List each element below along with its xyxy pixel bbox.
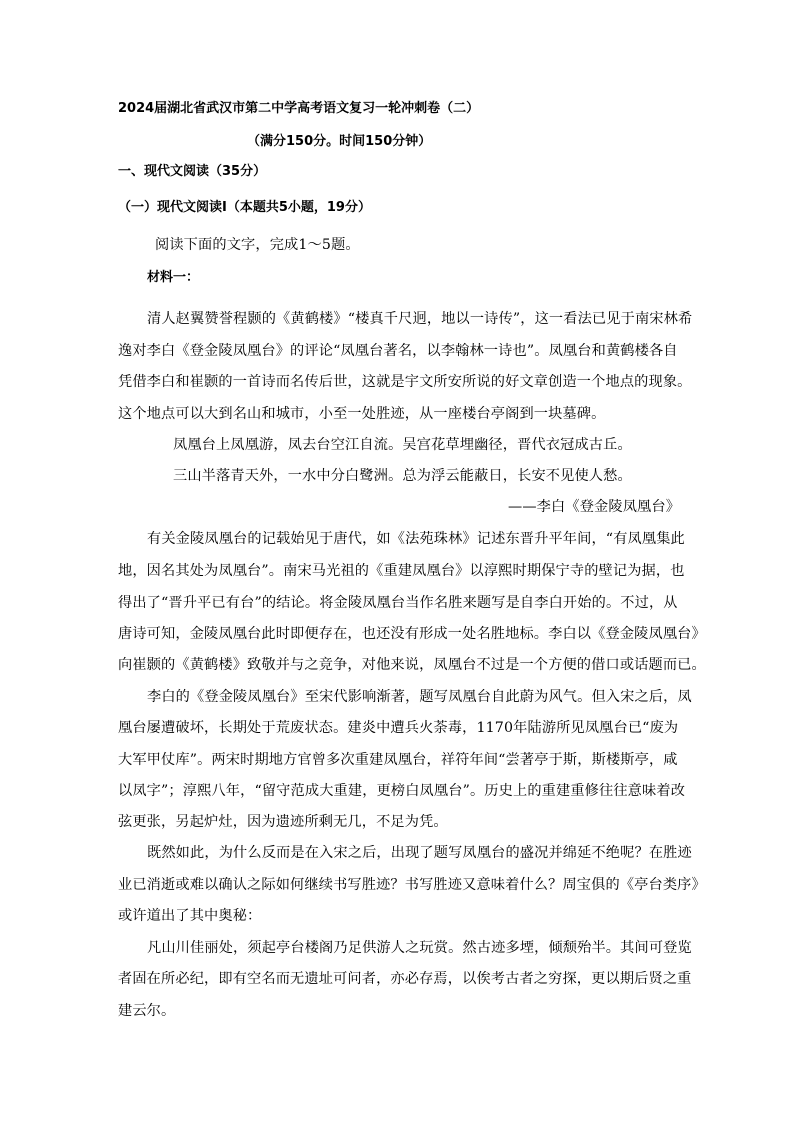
paragraph-line: 得出了“晋升平已有台”的结论。将金陵凤凰台当作名胜来题写是自李白开始的。不过，从 — [118, 595, 678, 611]
paragraph-line: 唐诗可知，金陵凤凰台此时即便存在，也还没有形成一处名胜地标。李白以《登金陵凤凰台》 — [118, 626, 706, 642]
paragraph-line: 李白的《登金陵凤凰台》至宋代影响渐著，题写凤凰台自此蔚为风气。但入宋之后，凤 — [147, 689, 692, 705]
paragraph-line: 逸对李白《登金陵凤凰台》的评论“凤凰台著名，以李翰林一诗也”。凤凰台和黄鹤楼各自 — [118, 343, 678, 359]
section-heading: 一、现代文阅读（35分） — [118, 164, 267, 179]
paragraph-line: 这个地点可以大到名山和城市，小至一处胜迹，从一座楼台亭阁到一块墓碑。 — [118, 406, 606, 422]
paragraph-line: 有关金陵凤凰台的记载始见于唐代，如《法苑珠林》记述东晋升平年间，“有凤凰集此 — [147, 531, 685, 547]
poem-line: 凤凰台上凤凰游，凤去台空江自流。吴宫花草埋幽径，晋代衣冠成古丘。 — [173, 437, 632, 453]
poem-attribution: ——李白《登金陵凤凰台》 — [508, 499, 681, 515]
paragraph-line: 大军甲仗库”。两宋时期地方官曾多次重建凤凰台，祥符年间“尝著亭于斯，斯楼斯亭，咸 — [118, 752, 678, 768]
paragraph-line: 地，因名其处为凤凰台”。南宋马光祖的《重建凤凰台》以淳熙时期保宁寺的壁记为据，也 — [118, 563, 685, 579]
paragraph-line: 凰台屡遭破坏，长期处于荒废状态。建炎中遭兵火荼毒，1170年陆游所见凤凰台已“废为 — [118, 720, 679, 736]
paragraph-line: 弦更张，另起炉灶，因为遗迹所剩无几，不足为凭。 — [118, 814, 448, 830]
paragraph-line: 或许道出了其中奥秘： — [118, 908, 262, 924]
poem-line: 三山半落青天外，一水中分白鹭洲。总为浮云能蔽日，长安不见使人愁。 — [173, 468, 632, 484]
material-label: 材料一： — [147, 270, 200, 285]
exam-subtitle: （满分150分。时间150分钟） — [247, 134, 432, 149]
quote-line: 凡山川佳丽处，须起亭台楼阁乃足供游人之玩赏。然古迹多堙，倾颓殆半。其间可登览 — [147, 940, 692, 956]
paragraph-line: 凭借李白和崔颢的一首诗而名传后世，这就是宇文所安所说的好文章创造一个地点的现象。 — [118, 374, 692, 390]
paragraph-line: 业已消逝或难以确认之际如何继续书写胜迹？书写胜迹又意味着什么？周宝俱的《亭台类序》 — [118, 877, 706, 893]
subsection-heading: （一）现代文阅读Ⅰ（本题共5小题，19分） — [118, 200, 371, 215]
quote-line: 者固在所必纪，即有空名而无遗址可问者，亦必存焉，以俟考古者之穷探，更以期后贤之重 — [118, 971, 692, 987]
paragraph-line: 向崔颢的《黄鹤楼》致敬并与之竞争，对他来说，凤凰台不过是一个方便的借口或话题而已。 — [118, 657, 706, 673]
instruction-text: 阅读下面的文字，完成1～5题。 — [155, 237, 360, 253]
paragraph-line: 以凤字”；淳熙八年，“留守范成大重建，更榜白凤凰台”。历史上的重建重修往往意味着改 — [118, 783, 686, 799]
exam-title: 2024届湖北省武汉市第二中学高考语文复习一轮冲刺卷（二） — [118, 101, 480, 116]
paragraph-line: 既然如此，为什么反而是在入宋之后，出现了题写凤凰台的盛况并绵延不绝呢？在胜迹 — [147, 845, 692, 861]
paragraph-line: 清人赵翼赞誉程颢的《黄鹤楼》“楼真千尺迥，地以一诗传”，这一看法已见于南宋林希 — [147, 311, 693, 327]
quote-line: 建云尔。 — [118, 1003, 176, 1019]
